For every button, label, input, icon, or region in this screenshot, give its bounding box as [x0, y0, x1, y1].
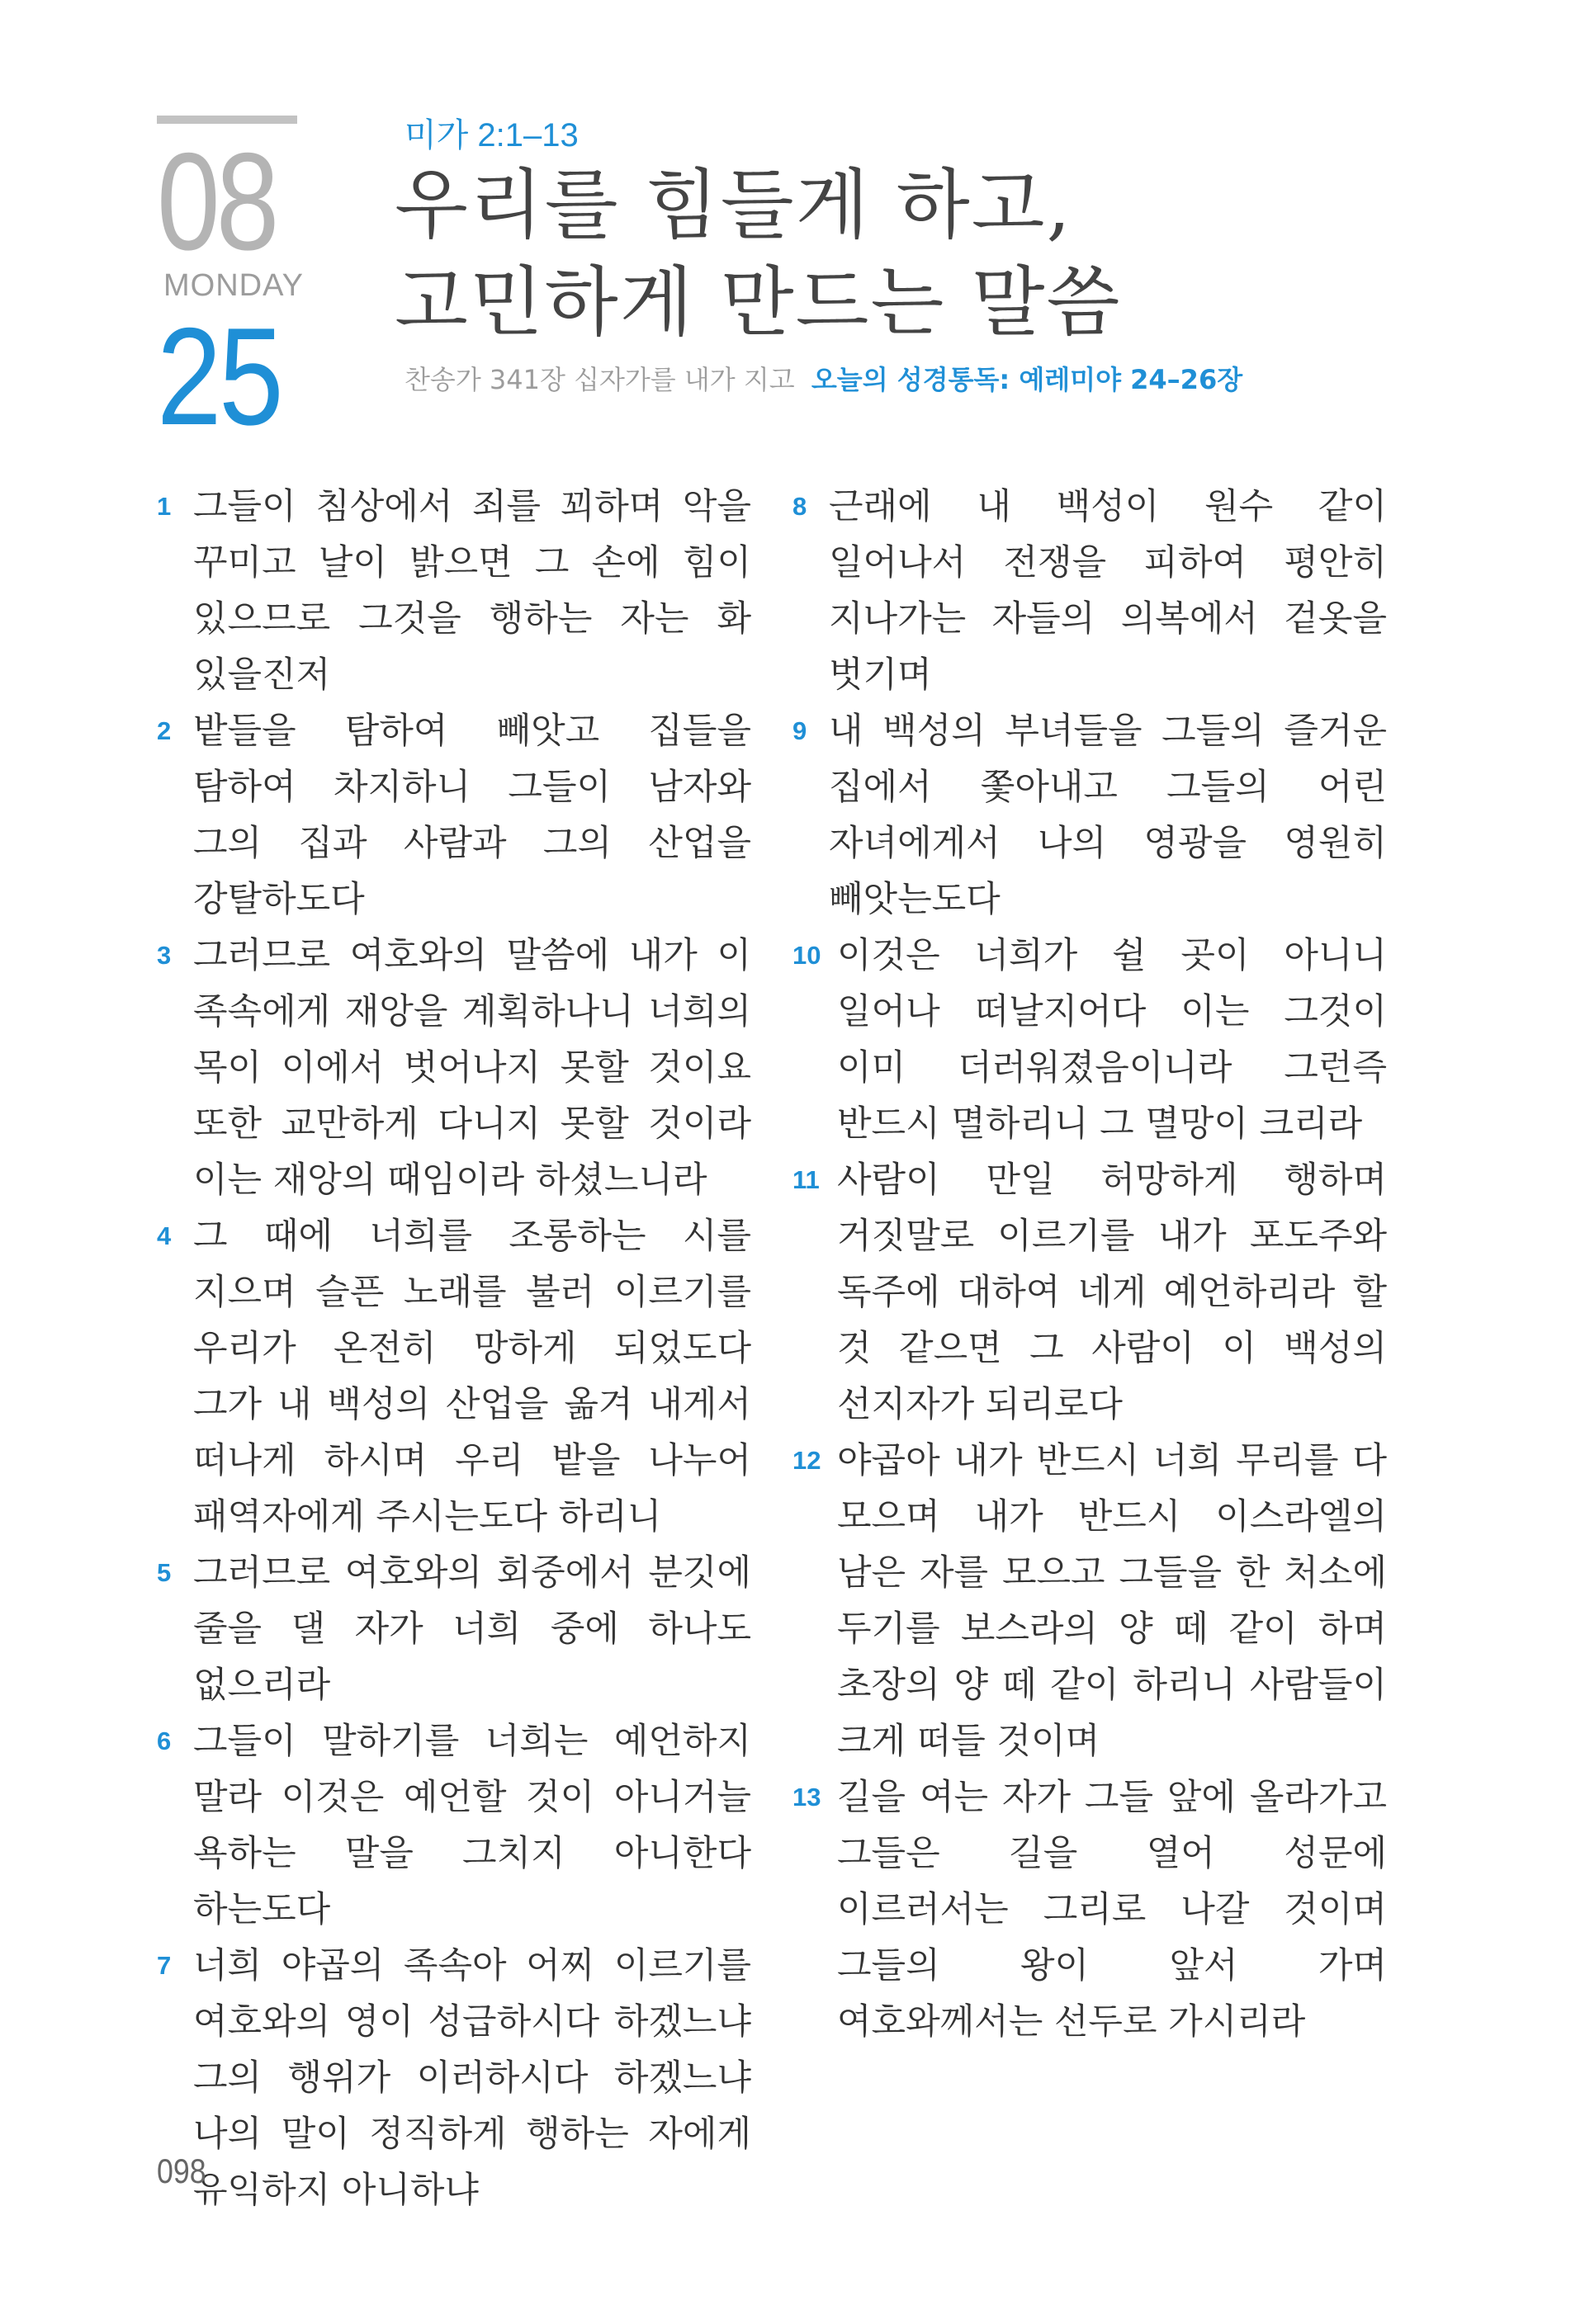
verse-number: 9 — [792, 716, 807, 745]
daily-reading: 오늘의 성경통독: 예레미야 24–26장 — [811, 364, 1243, 395]
verse-text: 사람이 만일 허망하게 행하며 거짓말로 이르기를 내가 포도주와 독주에 대하여 네게 예언하리라 할 것 같으면 그 사람이 이 백성의 선지자가 되리로다 — [837, 1160, 1387, 1425]
verse-number: 8 — [792, 492, 807, 521]
scripture-reference: 미가 2:1–13 — [405, 117, 579, 154]
verse-number: 1 — [157, 492, 172, 521]
verses-right-column — [792, 479, 1387, 2050]
verse-number: 12 — [792, 1446, 821, 1475]
day-number: 25 — [157, 299, 282, 454]
verse-text: 그러므로 여호와의 말씀에 내가 이 족속에게 재앙을 계획하나니 너희의 목이 이에서 벗어나지 못할 것이요 또한 교만하게 다니지 못할 것이라 이는 재앙의 때임이라 하셨느니라 — [193, 935, 751, 1201]
verse — [157, 1208, 751, 1545]
hymn-info: 찬송가 341장 십자가를 내가 지고 — [405, 364, 795, 395]
verse-number: 3 — [157, 941, 172, 970]
month-number: 08 — [157, 124, 276, 279]
verse-number: 4 — [157, 1221, 172, 1250]
page-title — [395, 157, 1468, 352]
verses-left-column — [157, 479, 751, 2218]
verse — [792, 1769, 1387, 2050]
verse-number: 11 — [792, 1165, 820, 1194]
verse — [792, 1433, 1387, 1769]
verse-text: 너희 야곱의 족속아 어찌 이르기를 여호와의 영이 성급하시다 하겠느냐 그의 행위가 이러하시다 하겠느냐 나의 말이 정직하게 행하는 자에게 유익하지 아니하냐 — [193, 1945, 751, 2211]
verse-text: 그 때에 너희를 조롱하는 시를 지으며 슬픈 노래를 불러 이르기를 우리가 온전히 망하게 되었도다 그가 내 백성의 산업을 옮겨 내게서 떠나게 하시며 우리 밭을 나누어 패역자에게 주시는도다 하리니 — [193, 1216, 751, 1538]
verse-text: 그러므로 여호와의 회중에서 분깃에 줄을 댈 자가 너희 중에 하나도 없으리라 — [193, 1552, 751, 1706]
verse-text: 길을 여는 자가 그들 앞에 올라가고 그들은 길을 열어 성문에 이르러서는 그리로 나갈 것이며 그들의 왕이 앞서 가며 여호와께서는 선두로 가시리라 — [837, 1777, 1387, 2043]
verse — [157, 1713, 751, 1938]
verse — [157, 928, 751, 1208]
verse — [792, 479, 1387, 703]
verse-text: 그들이 말하기를 너희는 예언하지 말라 이것은 예언할 것이 아니거늘 욕하는 말을 그치지 아니한다 하는도다 — [193, 1721, 751, 1930]
verse-text: 이것은 너희가 쉴 곳이 아니니 일어나 떠날지어다 이는 그것이 이미 더러워졌음이니라 그런즉 반드시 멸하리니 그 멸망이 크리라 — [837, 935, 1387, 1145]
verse-text: 야곱아 내가 반드시 너희 무리를 다 모으며 내가 반드시 이스라엘의 남은 자를 모으고 그들을 한 처소에 두기를 보스라의 양 떼 같이 하며 초장의 양 떼 같이 하리니 사람들이 크게 떠들 것이며 — [837, 1440, 1387, 1762]
title-line-2: 고민하게 만드는 말씀 — [395, 258, 1122, 347]
date-rule — [157, 116, 297, 124]
page-number: 098 — [157, 2152, 206, 2190]
verse-number: 13 — [792, 1783, 821, 1811]
verse — [792, 703, 1387, 928]
verse-number: 2 — [157, 716, 172, 745]
verse-number: 7 — [157, 1951, 172, 1980]
verse-number: 6 — [157, 1726, 172, 1755]
title-line-1: 우리를 힘들게 하고, — [395, 161, 1072, 249]
verse — [792, 1152, 1387, 1433]
verse — [157, 479, 751, 703]
verse-text: 밭들을 탐하여 빼앗고 집들을 탐하여 차지하니 그들이 남자와 그의 집과 사람과 그의 산업을 강탈하도다 — [193, 711, 751, 920]
verse — [157, 1938, 751, 2218]
verse-number: 5 — [157, 1558, 172, 1587]
verse — [157, 1545, 751, 1713]
verse-text: 내 백성의 부녀들을 그들의 즐거운 집에서 쫓아내고 그들의 어린 자녀에게서 나의 영광을 영원히 빼앗는도다 — [829, 711, 1387, 920]
verse-number: 10 — [792, 941, 821, 970]
verse-text: 근래에 내 백성이 원수 같이 일어나서 전쟁을 피하여 평안히 지나가는 자들의 의복에서 겉옷을 벗기며 — [829, 486, 1387, 696]
verse — [792, 928, 1387, 1152]
weekday-label: MONDAY — [163, 268, 304, 303]
verse — [157, 703, 751, 928]
verse-text: 그들이 침상에서 죄를 꾀하며 악을 꾸미고 날이 밝으면 그 손에 힘이 있으므로 그것을 행하는 자는 화 있을진저 — [193, 486, 751, 696]
meta-line — [405, 361, 1242, 398]
